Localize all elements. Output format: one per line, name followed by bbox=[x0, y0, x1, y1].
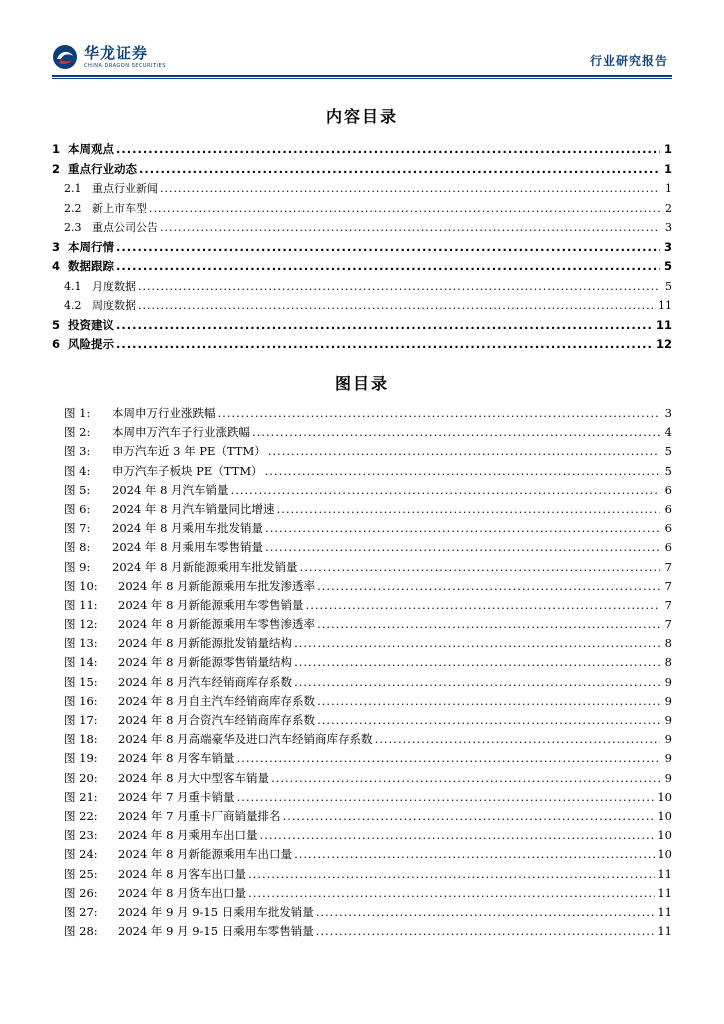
figure-label: 2024 年 7 月重卡销量 bbox=[118, 789, 235, 804]
toc-entry[interactable] bbox=[52, 141, 672, 161]
figure-page-number: 5 bbox=[664, 463, 672, 478]
figure-label: 2024 年 9 月 9-15 日乘用车批发销量 bbox=[118, 904, 314, 919]
figure-number: 图 2: bbox=[64, 425, 91, 440]
figure-page-number: 7 bbox=[664, 578, 672, 593]
toc-page-number: 1 bbox=[663, 142, 672, 156]
figure-label: 2024 年 8 月客车出口量 bbox=[118, 866, 247, 881]
figure-page-number: 6 bbox=[664, 501, 672, 516]
figure-number: 图 28: bbox=[64, 924, 98, 939]
figure-entry[interactable] bbox=[52, 923, 672, 942]
figure-number: 图 13: bbox=[64, 636, 98, 651]
figure-page-number: 11 bbox=[657, 866, 672, 881]
figure-entry[interactable] bbox=[52, 405, 672, 424]
figure-leader-dots bbox=[271, 771, 660, 785]
figure-label: 申万汽车子板块 PE（TTM） bbox=[112, 463, 263, 478]
toc-page-number: 3 bbox=[663, 239, 672, 254]
figure-entry[interactable] bbox=[52, 443, 672, 462]
figure-label: 2024 年 8 月汽车销量 bbox=[112, 482, 229, 497]
figure-entry[interactable] bbox=[52, 750, 672, 769]
figure-entry[interactable] bbox=[52, 654, 672, 673]
figure-number: 图 16: bbox=[64, 693, 98, 708]
figure-leader-dots bbox=[237, 790, 656, 804]
figure-entry[interactable] bbox=[52, 539, 672, 558]
figure-page-number: 11 bbox=[657, 904, 672, 919]
toc-number: 4.1 bbox=[64, 279, 82, 293]
figure-label: 申万汽车近 3 年 PE（TTM） bbox=[112, 444, 266, 459]
figure-label: 2024 年 8 月高端豪华及进口汽车经销商库存系数 bbox=[118, 732, 373, 747]
figure-number: 图 3: bbox=[64, 444, 91, 459]
figure-number: 图 9: bbox=[64, 559, 91, 574]
figure-page-number: 11 bbox=[657, 924, 672, 939]
company-name-en: CHINA DRAGON SECURITIES bbox=[84, 63, 166, 69]
figure-label: 2024 年 8 月货车出口量 bbox=[118, 885, 247, 900]
figure-page-number: 7 bbox=[664, 597, 672, 612]
figure-page-number: 10 bbox=[657, 789, 672, 804]
figure-page-number: 11 bbox=[657, 885, 672, 900]
figure-page-number: 10 bbox=[657, 847, 672, 862]
figure-label: 2024 年 8 月自主汽车经销商库存系数 bbox=[118, 693, 316, 708]
toc-page-number: 5 bbox=[665, 279, 672, 293]
figure-label: 2024 年 8 月客车销量 bbox=[118, 751, 235, 766]
figure-page-number: 9 bbox=[664, 751, 672, 766]
toc-entry[interactable] bbox=[52, 297, 672, 317]
figure-entry[interactable] bbox=[52, 866, 672, 885]
toc-label: 投资建议 bbox=[68, 317, 114, 332]
figure-number: 图 11: bbox=[64, 597, 98, 612]
figure-number: 图 14: bbox=[64, 655, 98, 670]
figure-entry[interactable] bbox=[52, 712, 672, 731]
toc-number: 6 bbox=[52, 337, 61, 351]
toc-entry[interactable] bbox=[52, 317, 672, 337]
figure-leader-dots bbox=[237, 751, 660, 765]
toc-label: 周度数据 bbox=[92, 299, 136, 312]
figure-label: 2024 年 8 月汽车销量同比增速 bbox=[112, 501, 275, 516]
figure-leader-dots bbox=[218, 406, 661, 420]
toc-number: 2.3 bbox=[64, 221, 82, 234]
figure-number: 图 22: bbox=[64, 808, 98, 823]
toc-leader-dots bbox=[138, 280, 660, 293]
figure-leader-dots bbox=[248, 867, 655, 881]
figure-leader-dots bbox=[265, 464, 660, 478]
toc-leader-dots bbox=[116, 337, 654, 351]
figure-list bbox=[52, 405, 672, 942]
figure-leader-dots bbox=[294, 655, 660, 669]
figure-label: 本周申万汽车子行业涨跌幅 bbox=[112, 425, 250, 440]
toc-label: 重点公司公告 bbox=[92, 221, 158, 234]
figure-label: 2024 年 8 月新能源乘用车零售销量 bbox=[118, 597, 304, 612]
toc-entry[interactable] bbox=[52, 336, 672, 356]
figure-number: 图 17: bbox=[64, 713, 98, 727]
toc-page-number: 5 bbox=[663, 259, 672, 273]
report-type: 行业研究报告 bbox=[589, 54, 668, 68]
figure-leader-dots bbox=[260, 828, 656, 842]
toc-number: 4 bbox=[52, 259, 61, 273]
figure-number: 图 7: bbox=[64, 521, 91, 536]
figure-entry[interactable] bbox=[52, 559, 672, 578]
figure-page-number: 9 bbox=[664, 770, 672, 785]
toc-number: 2.2 bbox=[64, 201, 82, 215]
toc-page-number: 11 bbox=[655, 317, 672, 332]
figure-entry[interactable] bbox=[52, 770, 672, 789]
figure-page-number: 10 bbox=[657, 828, 672, 843]
figure-label: 2024 年 8 月乘用车批发销量 bbox=[112, 521, 264, 536]
figure-entry[interactable] bbox=[52, 463, 672, 482]
toc-entry[interactable] bbox=[52, 258, 672, 278]
figure-label: 2024 年 7 月重卡厂商销量排名 bbox=[118, 808, 281, 823]
toc-list bbox=[52, 141, 672, 356]
figure-page-number: 9 bbox=[664, 713, 672, 727]
figure-label: 2024 年 8 月新能源乘用车批发销量 bbox=[112, 559, 298, 574]
toc-leader-dots bbox=[116, 259, 660, 273]
figure-entry[interactable] bbox=[52, 846, 672, 865]
figure-entry[interactable] bbox=[52, 424, 672, 443]
figure-leader-dots bbox=[306, 598, 660, 612]
toc-entry[interactable] bbox=[52, 200, 672, 220]
figure-entry[interactable] bbox=[52, 904, 672, 923]
figure-leader-dots bbox=[294, 675, 660, 689]
figure-list-title: 图目录 bbox=[334, 374, 389, 393]
figure-entry[interactable] bbox=[52, 885, 672, 904]
figure-page-number: 9 bbox=[664, 732, 672, 747]
page-header bbox=[0, 0, 724, 80]
toc-entry[interactable] bbox=[52, 219, 672, 239]
figure-entry[interactable] bbox=[52, 482, 672, 501]
figure-number: 图 21: bbox=[64, 789, 98, 804]
toc-number: 4.2 bbox=[64, 299, 82, 312]
figure-number: 图 24: bbox=[64, 847, 98, 862]
toc-label: 本周行情 bbox=[68, 239, 114, 254]
toc-entry[interactable] bbox=[52, 161, 672, 181]
figure-label: 2024 年 9 月 9-15 日乘用车零售销量 bbox=[118, 924, 314, 939]
figure-page-number: 8 bbox=[664, 655, 672, 670]
header-divider bbox=[52, 75, 672, 77]
figure-label: 2024 年 8 月新能源乘用车出口量 bbox=[118, 847, 293, 862]
figure-label: 2024 年 8 月新能源乘用车零售渗透率 bbox=[118, 617, 316, 632]
figure-leader-dots bbox=[277, 502, 660, 516]
toc-leader-dots bbox=[160, 221, 660, 234]
toc-page-number: 12 bbox=[655, 337, 672, 351]
figure-label: 2024 年 8 月乘用车出口量 bbox=[118, 828, 258, 843]
figure-number: 图 10: bbox=[64, 578, 98, 593]
toc-number: 2.1 bbox=[64, 182, 82, 195]
figure-leader-dots bbox=[265, 540, 660, 554]
figure-leader-dots bbox=[316, 905, 656, 919]
figure-number: 图 1: bbox=[64, 406, 91, 420]
toc-page-number: 11 bbox=[658, 299, 672, 312]
figure-entry[interactable] bbox=[52, 674, 672, 693]
figure-page-number: 6 bbox=[664, 540, 672, 555]
figure-page-number: 8 bbox=[664, 636, 672, 651]
figure-number: 图 15: bbox=[64, 674, 98, 689]
figure-leader-dots bbox=[317, 617, 660, 631]
figure-number: 图 4: bbox=[64, 463, 91, 478]
figure-leader-dots bbox=[294, 636, 660, 650]
figure-entry[interactable] bbox=[52, 578, 672, 597]
toc-leader-dots bbox=[138, 299, 656, 312]
figure-number: 图 25: bbox=[64, 866, 98, 881]
figure-label: 2024 年 8 月乘用车零售销量 bbox=[112, 540, 264, 555]
figure-leader-dots bbox=[300, 560, 660, 574]
figure-page-number: 7 bbox=[664, 617, 672, 632]
figure-entry[interactable] bbox=[52, 501, 672, 520]
figure-entry[interactable] bbox=[52, 827, 672, 846]
figure-leader-dots bbox=[231, 483, 660, 497]
toc-label: 重点行业动态 bbox=[68, 161, 137, 176]
toc-page-number: 2 bbox=[665, 201, 672, 215]
figure-page-number: 9 bbox=[664, 693, 672, 708]
figure-leader-dots bbox=[265, 521, 660, 535]
toc-label: 新上市车型 bbox=[92, 201, 147, 215]
figure-page-number: 6 bbox=[664, 482, 672, 497]
toc-label: 重点行业新闻 bbox=[92, 182, 158, 195]
figure-entry[interactable] bbox=[52, 808, 672, 827]
figure-entry[interactable] bbox=[52, 731, 672, 750]
figure-number: 图 23: bbox=[64, 828, 98, 843]
figure-label: 2024 年 8 月合资汽车经销商库存系数 bbox=[118, 713, 316, 727]
toc-label: 数据跟踪 bbox=[68, 259, 114, 273]
figure-label: 2024 年 8 月大中型客车销量 bbox=[118, 770, 270, 785]
toc-title: 内容目录 bbox=[325, 107, 398, 126]
figure-number: 图 8: bbox=[64, 540, 91, 555]
toc-entry[interactable] bbox=[52, 278, 672, 298]
figure-page-number: 6 bbox=[664, 521, 672, 536]
figure-number: 图 18: bbox=[64, 732, 98, 747]
figure-leader-dots bbox=[375, 732, 660, 746]
toc-number: 2 bbox=[52, 161, 61, 176]
figure-number: 图 20: bbox=[64, 770, 98, 785]
figure-page-number: 7 bbox=[664, 559, 672, 574]
toc-entry[interactable] bbox=[52, 239, 672, 259]
figure-number: 图 12: bbox=[64, 617, 98, 632]
toc-page-number: 1 bbox=[665, 182, 672, 195]
figure-entry[interactable] bbox=[52, 616, 672, 635]
figure-label: 2024 年 8 月新能源批发销量结构 bbox=[118, 636, 293, 651]
figure-page-number: 5 bbox=[664, 444, 672, 459]
figure-number: 图 26: bbox=[64, 885, 98, 900]
figure-entry[interactable] bbox=[52, 520, 672, 539]
toc-leader-dots bbox=[116, 240, 660, 254]
figure-leader-dots bbox=[317, 694, 660, 708]
toc-label: 月度数据 bbox=[92, 279, 136, 293]
figure-label: 2024 年 8 月汽车经销商库存系数 bbox=[118, 674, 293, 689]
toc-label: 本周观点 bbox=[68, 142, 114, 156]
figure-page-number: 10 bbox=[657, 808, 672, 823]
figure-number: 图 27: bbox=[64, 904, 98, 919]
figure-label: 本周申万行业涨跌幅 bbox=[112, 406, 216, 420]
figure-leader-dots bbox=[316, 924, 656, 938]
figure-leader-dots bbox=[248, 886, 655, 900]
figure-leader-dots bbox=[317, 579, 660, 593]
figure-entry[interactable] bbox=[52, 693, 672, 712]
toc-page-number: 1 bbox=[663, 161, 672, 176]
toc-entry[interactable] bbox=[52, 180, 672, 200]
toc-leader-dots bbox=[116, 318, 654, 332]
toc-number: 3 bbox=[52, 239, 61, 254]
toc-leader-dots bbox=[160, 182, 660, 195]
toc-leader-dots bbox=[139, 162, 660, 176]
toc-leader-dots bbox=[149, 202, 660, 215]
figure-leader-dots bbox=[294, 847, 655, 861]
figure-leader-dots bbox=[252, 425, 660, 439]
company-name-cn: 华龙证券 bbox=[84, 44, 149, 62]
figure-label: 2024 年 8 月新能源乘用车批发渗透率 bbox=[118, 578, 316, 593]
toc-page-number: 3 bbox=[665, 221, 672, 234]
figure-page-number: 4 bbox=[664, 425, 672, 440]
toc-leader-dots bbox=[116, 142, 660, 156]
figure-entry[interactable] bbox=[52, 635, 672, 654]
figure-number: 图 5: bbox=[64, 482, 91, 497]
toc-label: 风险提示 bbox=[68, 337, 114, 351]
figure-label: 2024 年 8 月新能源零售销量结构 bbox=[118, 655, 293, 670]
header-divider-thin bbox=[52, 78, 672, 79]
figure-number: 图 19: bbox=[64, 751, 98, 766]
figure-leader-dots bbox=[268, 444, 660, 458]
figure-number: 图 6: bbox=[64, 501, 91, 516]
figure-page-number: 3 bbox=[664, 406, 672, 420]
figure-page-number: 9 bbox=[664, 674, 672, 689]
figure-entry[interactable] bbox=[52, 789, 672, 808]
toc-number: 1 bbox=[52, 142, 61, 156]
toc-number: 5 bbox=[52, 317, 61, 332]
figure-leader-dots bbox=[317, 713, 660, 727]
dragon-logo-icon bbox=[52, 44, 78, 70]
figure-leader-dots bbox=[283, 809, 656, 823]
figure-entry[interactable] bbox=[52, 597, 672, 616]
